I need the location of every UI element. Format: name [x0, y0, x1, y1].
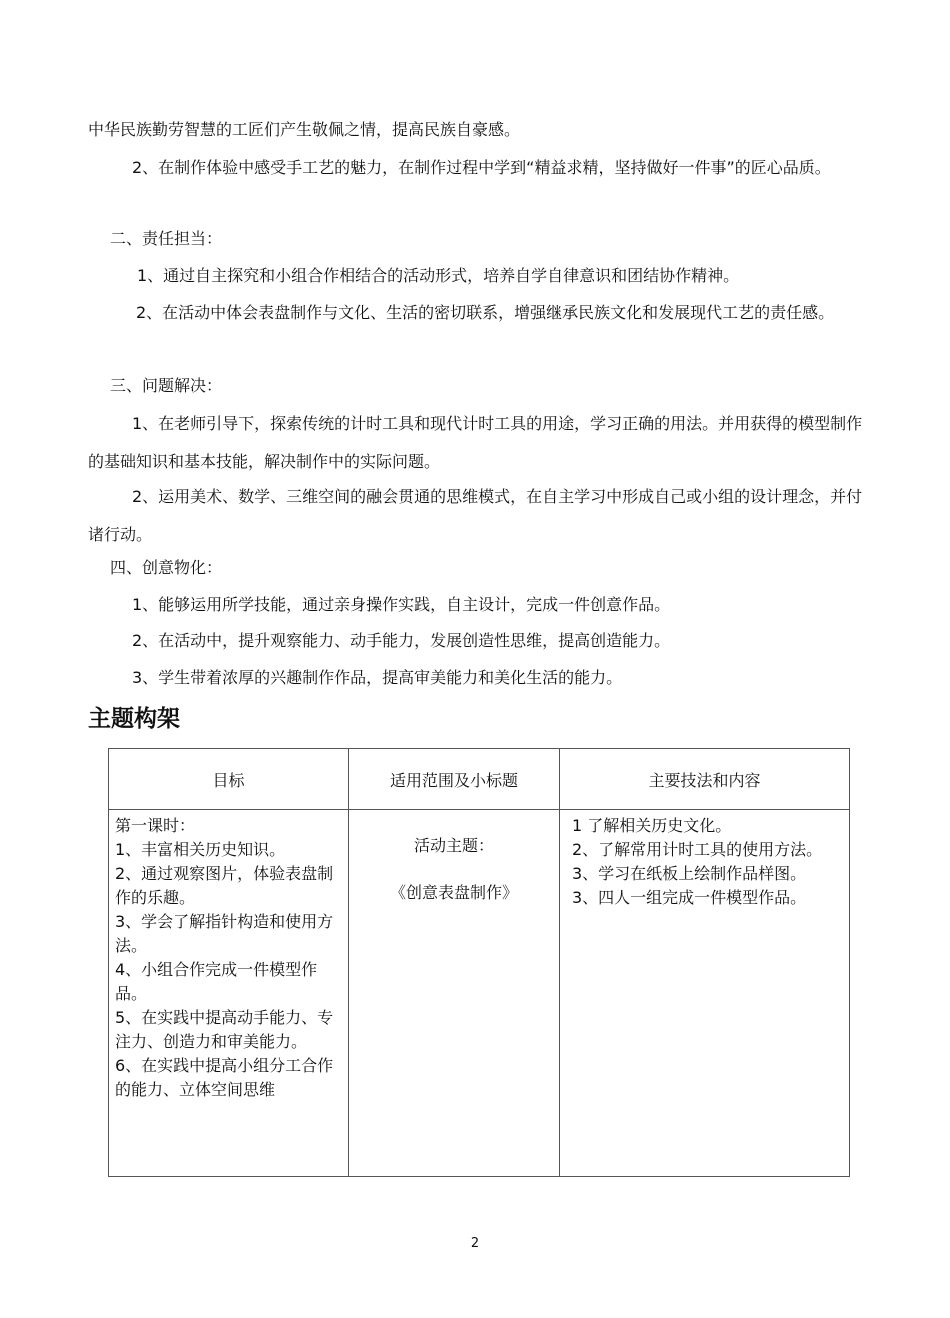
paragraph-creativity-1: 1、能够运用所学技能，通过亲身操作实践，自主设计，完成一件创意作品。 [132, 595, 671, 614]
activity-theme-label: 活动主题： [413, 836, 494, 855]
section-heading-problem-solving: 三、问题解决： [110, 376, 223, 395]
technique-line: 2、了解常用计时工具的使用方法。 [572, 840, 823, 859]
paragraph-1-continuation: 中华民族勤劳智慧的工匠们产生敬佩之情，提高民族自豪感。 [88, 120, 521, 139]
theme-framework-table [108, 748, 850, 1177]
paragraph-creativity-2: 2、在活动中，提升观察能力、动手能力，发展创造性思维，提高创造能力。 [132, 631, 671, 650]
goal-line: 3、学会了解指针构造和使用方法。 [115, 912, 334, 955]
goal-line: 6、在实践中提高小组分工合作的能力、立体空间思维 [115, 1056, 334, 1099]
paragraph-creativity-3: 3、学生带着浓厚的兴趣制作作品，提高审美能力和美化生活的能力。 [132, 668, 623, 687]
technique-line: 1 了解相关历史文化。 [572, 816, 732, 835]
goals-cell [109, 810, 349, 1177]
paragraph-responsibility-2: 2、在活动中体会表盘制作与文化、生活的密切联系，增强继承民族文化和发展现代工艺的责任感。 [136, 303, 835, 322]
technique-line: 3、四人一组完成一件模型作品。 [572, 888, 807, 907]
section-title-framework: 主题构架 [88, 706, 180, 732]
goal-line: 4、小组合作完成一件模型作品。 [115, 960, 318, 1003]
paragraph-problem-solving-1: 1、在老师引导下，探索传统的计时工具和现代计时工具的用途，学习正确的用法。并用获得的模型制作的基础知识和基本技能，解决制作中的实际问题。 [88, 414, 863, 471]
goal-line: 5、在实践中提高动手能力、专注力、创造力和审美能力。 [115, 1008, 334, 1051]
section-heading-creativity: 四、创意物化： [110, 558, 223, 577]
paragraph-appreciation-2: 2、在制作体验中感受手工艺的魅力，在制作过程中学到“精益求精，坚持做好一件事”的匠心品质。 [132, 158, 831, 177]
techniques-cell [560, 810, 850, 1177]
header-techniques-content: 主要技法和内容 [560, 749, 850, 810]
goal-line: 1、丰富相关历史知识。 [115, 840, 286, 859]
technique-line: 3、学习在纸板上绘制作品样图。 [572, 864, 807, 883]
table-header-row [109, 749, 850, 810]
section-heading-responsibility: 二、责任担当： [110, 229, 223, 248]
header-scope-subtitle: 适用范围及小标题 [349, 749, 560, 810]
goal-line: 2、通过观察图片，体验表盘制作的乐趣。 [115, 864, 334, 907]
header-goals: 目标 [109, 749, 349, 810]
goal-line: 第一课时： [115, 816, 196, 835]
paragraph-responsibility-1: 1、通过自主探究和小组合作相结合的活动形式，培养自学自律意识和团结协作精神。 [137, 266, 740, 285]
scope-cell [349, 810, 560, 1177]
page-number: 2 [470, 1236, 480, 1251]
activity-theme-title: 《创意表盘制作》 [389, 883, 518, 902]
table-row [109, 810, 850, 1177]
paragraph-problem-solving-2: 2、运用美术、数学、三维空间的融会贯通的思维模式，在自主学习中形成自己或小组的设计理念，并付诸行动。 [88, 487, 863, 544]
